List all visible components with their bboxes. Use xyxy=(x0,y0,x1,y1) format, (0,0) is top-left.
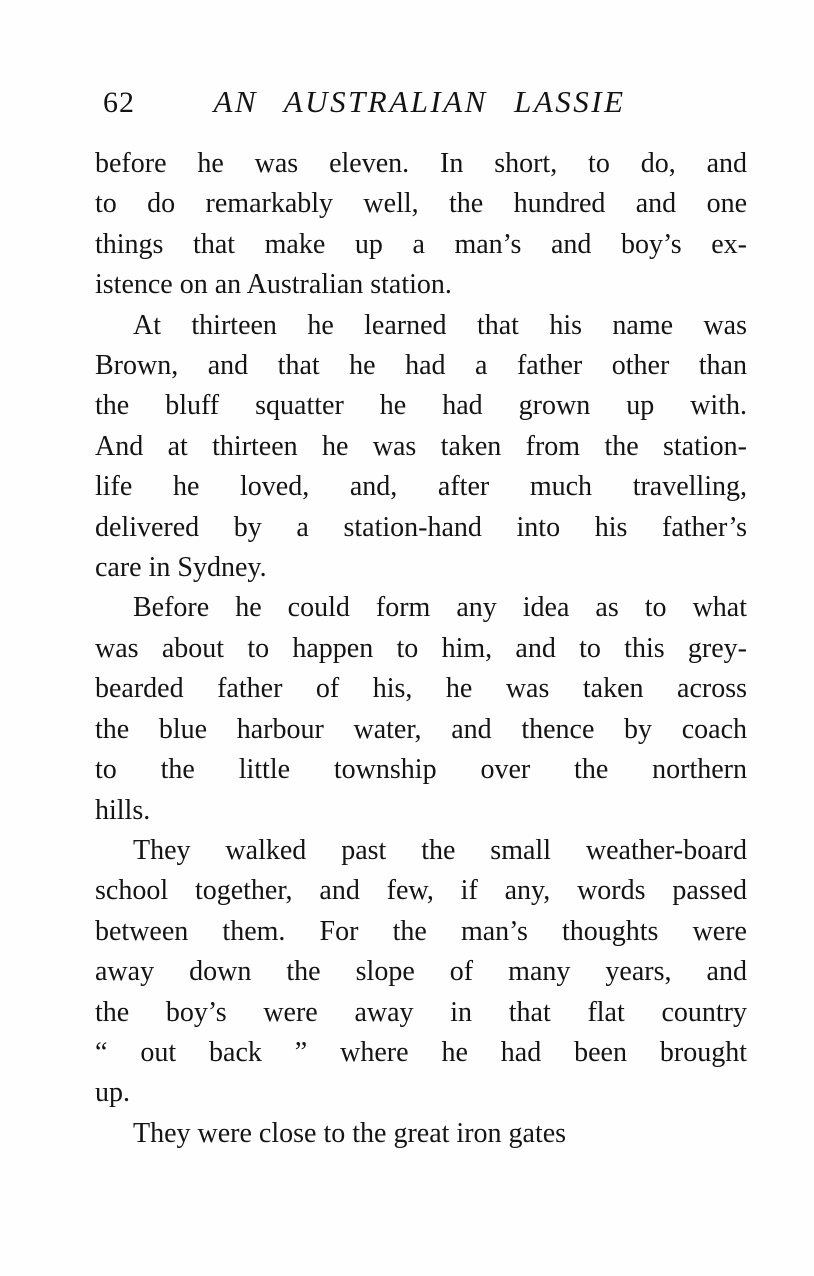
paragraph xyxy=(95,306,747,589)
text-line: Brown, and that he had a father other than xyxy=(95,350,747,382)
text-line: before he was eleven. In short, to do, and xyxy=(95,148,747,179)
page-number: 62 xyxy=(103,86,135,119)
text-line: “ out back ” where he had been brought xyxy=(95,1036,747,1068)
text-line: the blue harbour water, and thence by coach xyxy=(95,713,747,745)
text-line: away down the slope of many years, and xyxy=(95,956,747,988)
text-line: care in Sydney. xyxy=(95,552,267,584)
text-line: between them. For the man’s thoughts were xyxy=(95,915,747,947)
paragraph xyxy=(95,144,747,306)
text-line: hills. xyxy=(95,794,151,826)
paragraph xyxy=(95,1114,747,1154)
text-line: school together, and few, if any, words passed xyxy=(95,875,747,907)
text-line: things that make up a man’s and boy’s ex- xyxy=(95,228,747,260)
text-block xyxy=(95,144,747,1154)
text-line: to the little township over the northern xyxy=(95,754,747,786)
running-head xyxy=(95,84,744,124)
text-line: delivered by a station-hand into his father’s xyxy=(95,511,747,543)
text-line: They walked past the small weather-board xyxy=(133,834,747,866)
paragraph xyxy=(95,831,747,1114)
text-line: the bluff squatter he had grown up with. xyxy=(95,390,747,422)
text-line: bearded father of his, he was taken across xyxy=(95,673,747,705)
text-line: the boy’s were away in that flat country xyxy=(95,996,747,1028)
text-line: was about to happen to him, and to this grey- xyxy=(95,632,747,664)
text-line: life he loved, and, after much travelling, xyxy=(95,471,747,503)
paragraph xyxy=(95,588,747,830)
text-line: They were close to the great iron gates xyxy=(133,1117,567,1149)
page-title: AN AUSTRALIAN LASSIE xyxy=(213,84,626,119)
text-line: up. xyxy=(95,1077,130,1109)
text-line: Before he could form any idea as to what xyxy=(133,592,747,624)
text-line: istence on an Australian station. xyxy=(95,269,452,301)
text-line: At thirteen he learned that his name was xyxy=(133,309,747,341)
text-line: And at thirteen he was taken from the station- xyxy=(95,430,747,462)
text-line: to do remarkably well, the hundred and one xyxy=(95,188,747,220)
